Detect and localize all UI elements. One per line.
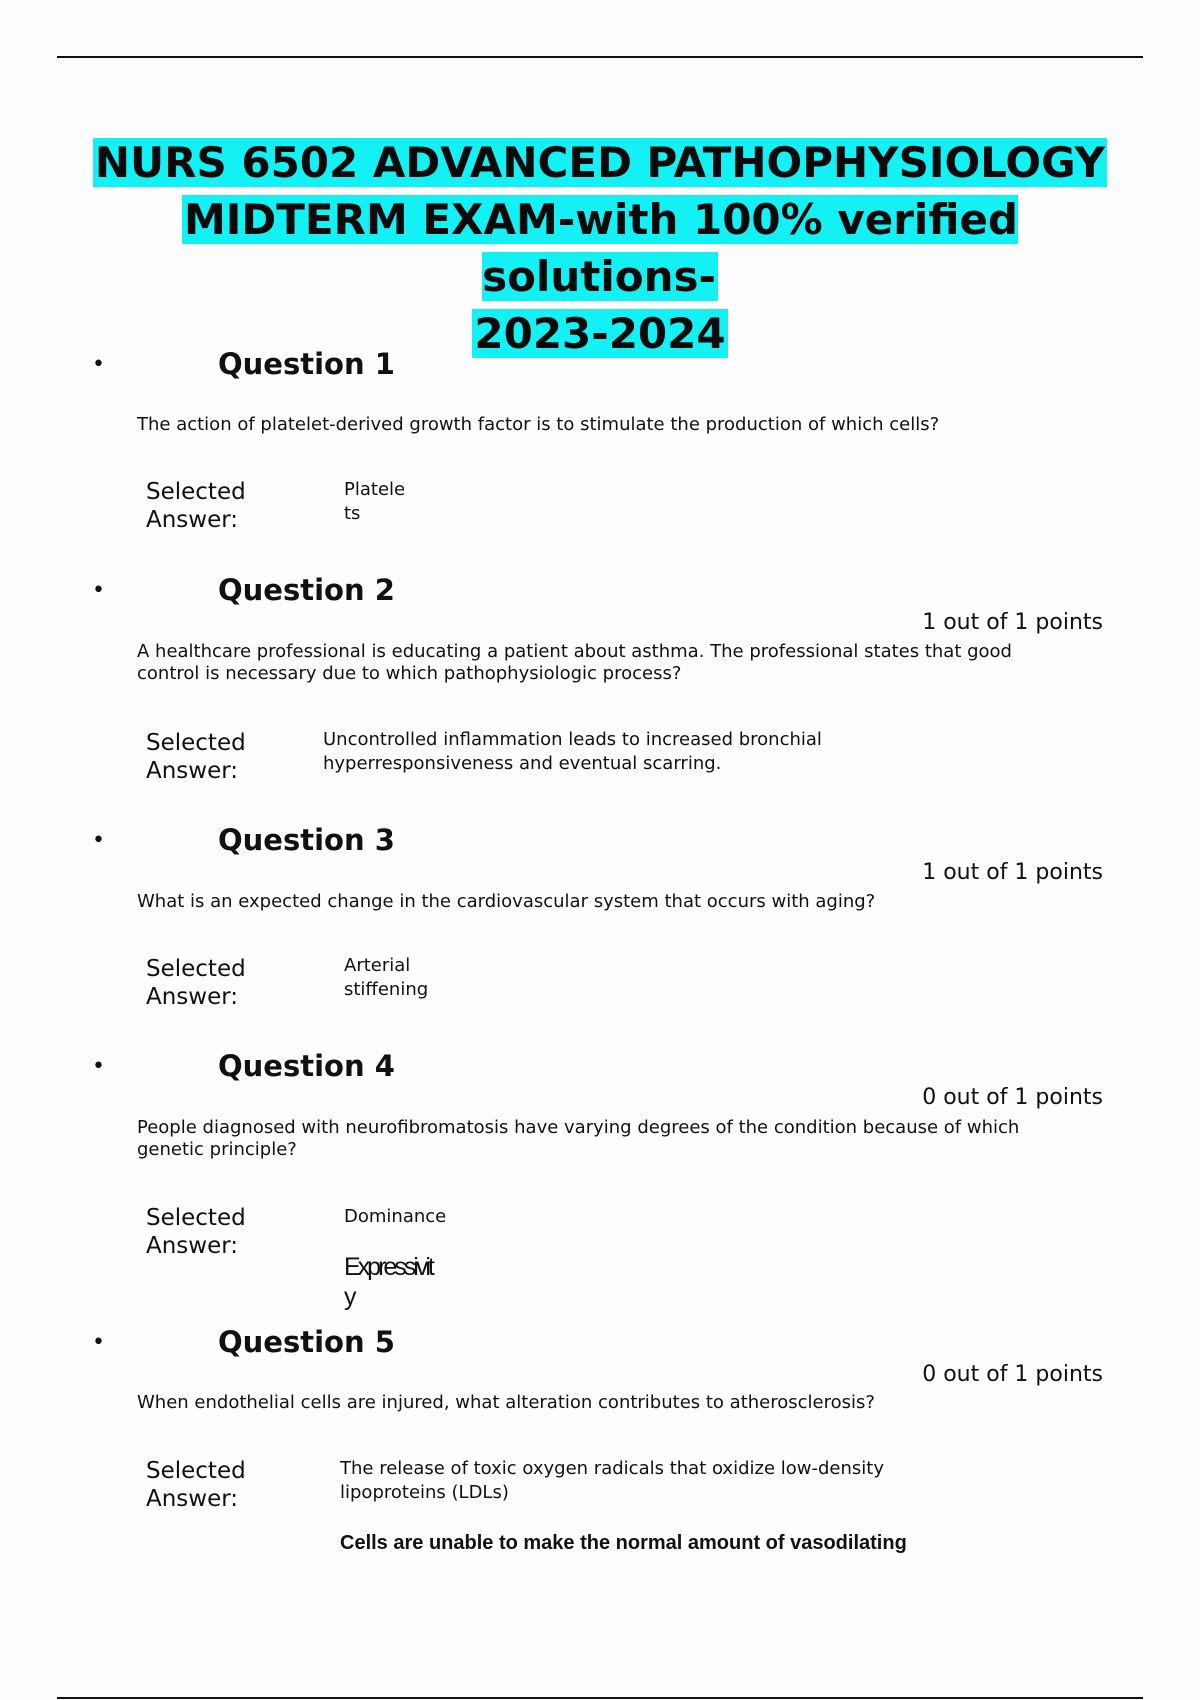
- selected-answer-label: Selected Answer:: [146, 730, 246, 784]
- other-answer-text: Cells are unable to make the normal amount of vasodilating: [340, 1532, 907, 1554]
- document-title: [60, 134, 1140, 362]
- bullet-icon: •: [92, 1330, 105, 1355]
- bottom-rule: [57, 1697, 1143, 1699]
- selected-answer: Platele ts: [344, 479, 406, 524]
- selected-answer: The release of toxic oxygen radicals that oxidize low-density lipoproteins (LDLs): [340, 1458, 884, 1503]
- selected-answer-label: Selected Answer:: [146, 1458, 246, 1512]
- question-title: Question 4: [218, 1049, 395, 1083]
- bullet-icon: •: [92, 828, 105, 853]
- question-prompt: People diagnosed with neurofibromatosis have varying degrees of the condition because of which genetic principle?: [137, 1117, 1020, 1160]
- bullet-icon: •: [92, 578, 105, 603]
- question-title: Question 2: [218, 573, 395, 607]
- question-prompt: When endothelial cells are injured, what alteration contributes to atherosclerosis?: [137, 1392, 875, 1413]
- question-prompt: What is an expected change in the cardiovascular system that occurs with aging?: [137, 891, 876, 912]
- title-line-1: NURS 6502 ADVANCED PATHOPHYSIOLOGY: [94, 138, 1106, 187]
- points-score: 0 out of 1 points: [922, 1085, 1103, 1110]
- selected-answer: Uncontrolled inflammation leads to increased bronchial hyperresponsiveness and eventual scarring.: [323, 729, 822, 774]
- question-title: Question 1: [218, 347, 395, 381]
- selected-answer-label: Selected Answer:: [146, 956, 246, 1010]
- question-prompt: A healthcare professional is educating a patient about asthma. The professional states that good control is necessary due to which pathophysiologic process?: [137, 641, 1012, 684]
- other-answer-text: Expressivit y: [344, 1253, 432, 1311]
- bullet-icon: •: [92, 1054, 105, 1079]
- selected-answer-label: Selected Answer:: [146, 479, 246, 533]
- question-prompt: The action of platelet-derived growth factor is to stimulate the production of which cells?: [137, 414, 940, 435]
- selected-answer: Dominance: [344, 1206, 447, 1227]
- title-line-2: MIDTERM EXAM-with 100% verified solutions-: [183, 195, 1018, 301]
- selected-answer: Arterial stiffening: [344, 955, 429, 1000]
- points-score: 1 out of 1 points: [922, 860, 1103, 885]
- points-score: 0 out of 1 points: [922, 1362, 1103, 1387]
- bullet-icon: •: [92, 352, 105, 377]
- top-rule: [57, 56, 1143, 58]
- points-score: 1 out of 1 points: [922, 610, 1103, 635]
- title-line-3: 2023-2024: [474, 309, 726, 358]
- question-title: Question 3: [218, 823, 395, 857]
- selected-answer-label: Selected Answer:: [146, 1205, 246, 1259]
- question-title: Question 5: [218, 1325, 395, 1359]
